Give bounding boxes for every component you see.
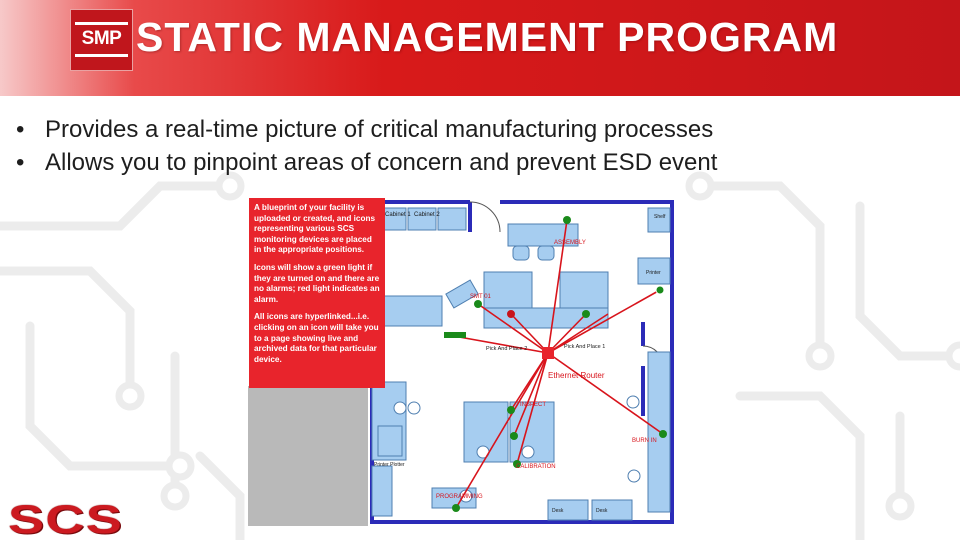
scs-logo: SCS bbox=[8, 498, 124, 542]
bullet-icon: • bbox=[16, 149, 25, 176]
logo-stripe bbox=[75, 54, 128, 57]
device-ok-icon[interactable] bbox=[659, 430, 667, 438]
label-ethernet-router: Ethernet Router bbox=[548, 371, 605, 380]
label-cabinet-1: Cabinet 1 bbox=[385, 212, 411, 218]
label-printer: Printer bbox=[646, 270, 661, 276]
label-burn-in: BURN IN bbox=[632, 438, 657, 444]
bullet-text: Provides a real-time picture of critical manufacturing processes bbox=[45, 116, 714, 143]
bullet-icon: • bbox=[16, 116, 25, 143]
device-ok-icon[interactable] bbox=[452, 504, 460, 512]
device-ok-icon[interactable] bbox=[582, 310, 590, 318]
device-ok-icon[interactable] bbox=[444, 332, 466, 338]
label-desk: Desk bbox=[596, 508, 608, 514]
device-ok-icon[interactable] bbox=[510, 432, 518, 440]
label-desk: Desk bbox=[552, 508, 564, 514]
label-smt: SMT 01 bbox=[470, 294, 491, 300]
callout-paragraph: A blueprint of your facility is uploaded or created, and icons representing various SCS monitoring devices are placed in the appropriate positions. bbox=[254, 203, 376, 255]
label-pick-place-2: Pick And Place 2 bbox=[486, 346, 528, 352]
bullet-item bbox=[16, 113, 717, 146]
label-inspect: INSPECT bbox=[520, 402, 547, 408]
label-shelf: Shelf bbox=[654, 214, 666, 220]
device-ok-icon[interactable] bbox=[507, 406, 515, 414]
label-printer-plotter: Printer Plotter bbox=[374, 462, 405, 468]
logo-stripe bbox=[75, 22, 128, 25]
bullet-item bbox=[16, 146, 717, 179]
label-programming: PROGRAMMING bbox=[436, 494, 483, 500]
callout-box bbox=[249, 198, 385, 388]
smp-logo bbox=[70, 9, 133, 71]
device-alarm-icon[interactable] bbox=[507, 310, 515, 318]
bullet-text: Allows you to pinpoint areas of concern and prevent ESD event bbox=[45, 149, 718, 176]
device-ok-icon[interactable] bbox=[563, 216, 571, 224]
label-cabinet-2: Cabinet 2 bbox=[414, 212, 440, 218]
router-icon[interactable] bbox=[542, 347, 554, 359]
device-ok-icon[interactable] bbox=[656, 286, 664, 294]
title-banner bbox=[0, 0, 960, 96]
device-ok-icon[interactable] bbox=[474, 300, 482, 308]
slide-title: STATIC MANAGEMENT PROGRAM bbox=[136, 14, 839, 60]
label-calibration: CALIBRATION bbox=[516, 464, 556, 470]
callout-paragraph: All icons are hyperlinked...i.e. clicking on an icon will take you to a page showing live and archived data for that particular device. bbox=[254, 312, 379, 364]
unused-area bbox=[248, 386, 368, 526]
label-pick-place-1: Pick And Place 1 bbox=[564, 344, 606, 350]
logo-text: SMP bbox=[81, 28, 122, 49]
label-assembly: ASSEMBLY bbox=[554, 240, 586, 246]
callout-paragraph: Icons will show a green light if they are turned on and there are no alarms; red light indicates an alarm. bbox=[254, 262, 380, 304]
bullet-list bbox=[16, 113, 717, 179]
